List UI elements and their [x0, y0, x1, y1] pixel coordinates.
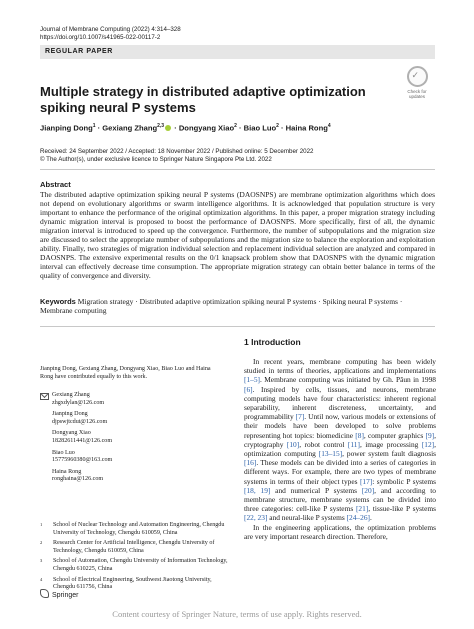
affiliation-list: [40, 522, 230, 595]
affiliation-text: School of Electrical Engineering, Southwest Jiaotong University, Chengdu 611756, China: [53, 576, 212, 591]
keywords-label: Keywords: [40, 297, 76, 306]
citation-link[interactable]: [24–26]: [346, 513, 370, 523]
author-separator: ·: [95, 123, 103, 133]
contact-name: Dongyang Xiao: [52, 430, 91, 437]
journal-header: [40, 26, 181, 42]
introduction-text: , tissue-like P systems: [368, 504, 436, 514]
contact-entry: [40, 450, 220, 465]
divider: [40, 169, 435, 170]
publisher-logo: [40, 589, 78, 599]
contact-email[interactable]: zhgxdylan@126.com: [52, 399, 105, 406]
springer-horse-icon: [40, 589, 49, 598]
introduction-text: .: [369, 513, 372, 523]
author-list: [40, 123, 331, 133]
abstract-heading: Abstract: [40, 180, 71, 189]
courtesy-footer: Content courtesy of Springer Nature, terms of use apply. Rights reserved.: [112, 609, 362, 619]
citation-link[interactable]: [6]: [244, 384, 253, 394]
introduction-text: , and according to membrane structure, membrane systems can be divided into three categories: cell-like P systems: [244, 485, 436, 514]
contact-name: Jianping Dong: [52, 411, 88, 418]
citation-link[interactable]: [13–15]: [318, 449, 343, 459]
contact-entry: [40, 430, 220, 445]
contact-email[interactable]: 15775960380@163.com: [52, 457, 113, 464]
orcid-icon[interactable]: [165, 125, 171, 131]
introduction-text: : symbolic P systems: [372, 476, 436, 486]
introduction-text: , robot control: [299, 439, 348, 449]
journal-citation: Journal of Membrane Computing (2022) 4:314–328: [40, 26, 181, 33]
affiliation: [40, 558, 230, 573]
section-heading-introduction: 1 Introduction: [244, 337, 301, 347]
introduction-text: and neural-like P systems: [267, 513, 347, 523]
check-for-updates-icon: ✓: [407, 66, 428, 87]
introduction-text: , power system fault diagnosis: [342, 449, 437, 459]
affiliation-text: School of Automation, Chengdu University of Information Technology, Chengdu 610225, China: [53, 558, 228, 572]
contact-email[interactable]: 18282611441@126.com: [52, 437, 113, 444]
author-affiliation-number: 1: [92, 123, 96, 129]
contact-email[interactable]: djpswjtcdut@126.com: [52, 418, 108, 425]
affiliation-text: School of Nuclear Technology and Automation Engineering, Chengdu University of Technology, Chengdu 610059, China: [53, 522, 225, 536]
affiliation: [40, 540, 230, 555]
author-name[interactable]: Haina Rong: [285, 123, 328, 133]
introduction-text: In recent years, membrane computing has been widely studied in terms of theories, applications and implementations: [244, 357, 436, 376]
citation-link[interactable]: [20]: [361, 485, 375, 495]
doi-link[interactable]: https://doi.org/10.1007/s41965-022-00117-2: [40, 34, 161, 41]
citation-link[interactable]: [18, 19]: [244, 485, 271, 495]
contact-name: Biao Luo: [52, 449, 75, 456]
envelope-icon: [40, 393, 49, 400]
contact-entry: [40, 469, 220, 484]
affiliation-number: 2: [40, 540, 43, 546]
affiliation-number: 1: [40, 522, 43, 527]
author-affiliation-number: 2,3: [157, 123, 165, 129]
author-name[interactable]: Biao Luo: [243, 123, 277, 133]
citation-link[interactable]: [9]: [425, 430, 435, 440]
keywords: [40, 297, 435, 315]
affiliation: [40, 522, 230, 537]
introduction-text: , computer graphics: [363, 430, 426, 440]
contribution-note: Jianping Dong, Gexiang Zhang, Dongyang Xiao, Biao Luo and Haina Rong have contributed equally to this work.: [40, 366, 211, 380]
publisher-name: Springer: [52, 592, 79, 599]
keywords-text: Migration strategy · Distributed adaptive optimization spiking neural P systems · Spiking neural P systems · Membrane computing: [40, 297, 403, 315]
introduction-text: , image processing: [359, 439, 422, 449]
citation-link[interactable]: [7]: [295, 412, 305, 422]
citation-link[interactable]: [12]: [421, 439, 435, 449]
author-affiliation-number: 4: [327, 123, 331, 129]
citation-link[interactable]: [21]: [355, 504, 369, 514]
introduction-paragraph: [244, 357, 436, 523]
author-affiliation-number: 2: [276, 123, 279, 129]
check-for-updates-badge[interactable]: [402, 66, 432, 99]
introduction-text: , optimization computing: [244, 439, 436, 459]
introduction-text: . Membrane computing was initiated by Gh. Păun in 1998: [260, 375, 436, 385]
citation-link[interactable]: [16]: [244, 458, 257, 468]
author-name[interactable]: Jianping Dong: [40, 123, 93, 133]
introduction-text: . These models can be divided into a series of categories in different ways. For example, there are two types of membrane systems in terms of their object types: [244, 458, 436, 486]
received-accepted-dates: Received: 24 September 2022 / Accepted: 18 November 2022 / Published online: 5 December 2022: [40, 148, 314, 155]
introduction-body: [244, 357, 436, 541]
introduction-text: and numerical P systems: [270, 485, 362, 495]
citation-link[interactable]: [17]: [359, 476, 373, 486]
divider: [40, 326, 435, 327]
abstract-text: The distributed adaptive optimization spiking neural P systems (DAOSNPS) are membrane optimization algorithms which does not depend on evolutionary algorithms or swarm intelligence algorithms. It is acknowledged that population structure is very important to enhance the performance of the original optimization algorithms. In this paper, a proper migration strategy including dynamic migration interval is proposed to boost the performance of DAOSNPS. More specifically, first of all, the dynamic migration interval is introduced to speed up the convergence. Furthermore, the number of subpopulations and the migration size are discussed to select the appropriate number of subpopulations and the migration size to balance the exploration and exploitation ability. Finally, two strategies of migration individual selection and replacement individual selection are analyzed and compared in DAOSNPS. The extensive experimental results on the 0/1 knapsack problem show that DAOSNPS with the dynamic migration interval can effectively decrease time consumption. The appropriate migration strategy can obtain better balance in terms of the quality of convergence and diversity.: [40, 190, 435, 280]
author-separator: ·: [236, 123, 244, 133]
author-separator: ·: [172, 123, 179, 133]
author-contacts: [40, 392, 220, 488]
author-affiliation-number: 2: [234, 123, 237, 129]
author-separator: ·: [278, 123, 286, 133]
copyright-line: © The Author(s), under exclusive licence to Springer Nature Singapore Pte Ltd. 2022: [40, 156, 272, 163]
author-name[interactable]: Dongyang Xiao: [178, 123, 235, 133]
contact-entry: [40, 411, 220, 426]
affiliation-number: 4: [40, 576, 43, 582]
affiliation-number: 3: [40, 558, 43, 564]
citation-link[interactable]: [10]: [286, 439, 300, 449]
article-type-label: REGULAR PAPER: [45, 48, 113, 55]
citation-link[interactable]: [22, 23]: [244, 513, 268, 523]
author-name[interactable]: Gexiang Zhang: [102, 123, 158, 133]
check-for-updates-label: Check for updates: [407, 89, 427, 99]
article-dates: [40, 148, 313, 164]
citation-link[interactable]: [8]: [355, 430, 364, 440]
introduction-text: , cryptography: [244, 430, 436, 449]
introduction-text: . Inspired by cells, tissues, and neurons, membrane computing models have four characteristics: inherent regional separability, inherent discreteness, uncertainty, and programmability: [244, 384, 436, 422]
affiliation-text: Research Center for Artificial Intelligence, Chengdu University of Technology, Chengdu 610059, China: [53, 540, 215, 554]
introduction-text: . Until now, various models or extensions of their models have been developed to solve problems representing hot topics: biomedicine: [244, 412, 436, 440]
contact-name: Haina Rong: [52, 468, 82, 475]
citation-link[interactable]: [1–5]: [244, 375, 261, 385]
contact-name: Gexiang Zhang: [52, 392, 90, 398]
citation-link[interactable]: [11]: [347, 439, 360, 449]
article-title: Multiple strategy in distributed adaptive optimization spiking neural P systems: [40, 84, 366, 115]
contact-entry: [40, 392, 220, 407]
contact-email[interactable]: ronghaina@126.com: [52, 476, 104, 483]
introduction-paragraph: In the engineering applications, the optimization problems are very important research direction. Therefore,: [244, 522, 436, 541]
